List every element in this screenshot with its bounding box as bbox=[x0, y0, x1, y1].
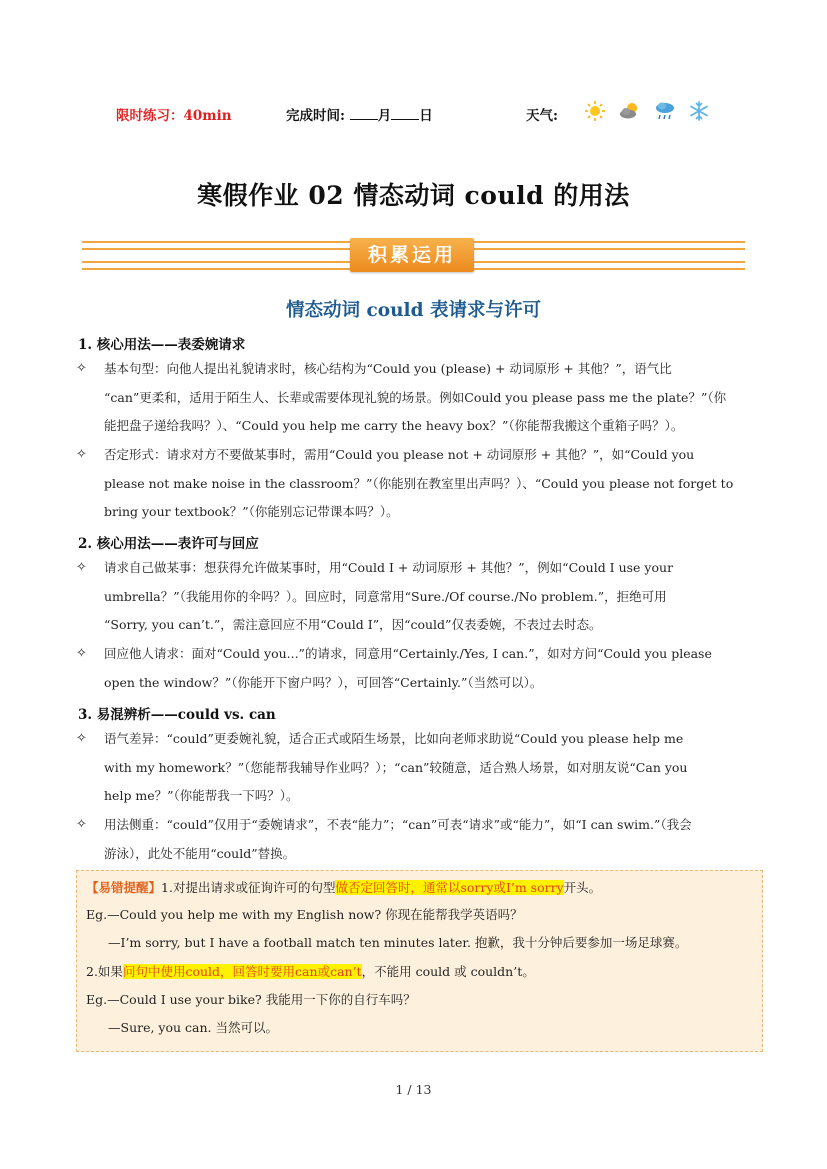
finish-time: 完成时间: 月 日 bbox=[286, 108, 433, 124]
tip-line: Eg.—Could you help me with my English now? 你现在能帮我学英语吗？ bbox=[86, 907, 523, 922]
list-item: ✧ 语气差异：“could”更委婉礼貌，适合正式或陌生场景，比如向老师求助说“Could you please help me with my homework？”（您能帮我辅导作业吗？）；“can”较随意，适合熟人场景，如对朋友说“Can you help me？”（你能帮我一下吗？）。 bbox=[76, 725, 756, 811]
diamond-bullet-icon: ✧ bbox=[76, 731, 87, 746]
tip-line: Eg.—Could I use your bike? 我能用一下你的自行车吗？ bbox=[86, 992, 416, 1007]
page-number: 1 / 13 bbox=[395, 1082, 432, 1097]
snowflake-icon[interactable] bbox=[688, 100, 710, 122]
diamond-bullet-icon: ✧ bbox=[76, 560, 87, 575]
rain-icon[interactable] bbox=[654, 100, 676, 122]
tip-line: —I’m sorry, but I have a football match ten minutes later. 抱歉，我十分钟后要参加一场足球赛。 bbox=[108, 935, 688, 950]
sunny-icon[interactable] bbox=[584, 100, 606, 122]
section-heading: 1. 核心用法——表委婉请求 bbox=[78, 337, 246, 353]
section-subtitle: 情态动词 could 表请求与许可 bbox=[286, 300, 541, 321]
list-item: ✧ 回应他人请求：面对“Could you...”的请求，同意用“Certainly./Yes, I can.”，如对方问“Could you please open the window？”（你能开下窗户吗？），可回答“Certainly.”（当然可以）。 bbox=[76, 640, 756, 698]
tip-line: 2.如果问句中使用could，回答时要用can或can’t，不能用 could 或 couldn’t。 bbox=[86, 964, 535, 979]
diamond-bullet-icon: ✧ bbox=[76, 646, 87, 661]
weather-icons bbox=[584, 100, 714, 124]
partly-cloudy-icon[interactable] bbox=[618, 100, 640, 122]
tip-line: —Sure, you can. 当然可以。 bbox=[108, 1020, 278, 1035]
diamond-bullet-icon: ✧ bbox=[76, 817, 87, 832]
weather-label: 天气: bbox=[526, 108, 558, 124]
tip-tag: 【易错提醒】 bbox=[86, 880, 162, 895]
list-item: ✧ 请求自己做某事：想获得允许做某事时，用“Could I + 动词原形 + 其他？”，例如“Could I use your umbrella？”（我能用你的伞吗？）。回应时，同意常用“Sure./Of course./No problem.”，拒绝可用 “Sorry, you can’t.”，需注意回应不用“Could I”，因“could”仅表委婉，不表过去时态。 bbox=[76, 554, 756, 640]
page-title: 寒假作业 02 情态动词 could 的用法 bbox=[197, 181, 630, 210]
diamond-bullet-icon: ✧ bbox=[76, 361, 87, 376]
header-bar bbox=[0, 104, 827, 124]
section-heading: 2. 核心用法——表许可与回应 bbox=[78, 536, 259, 552]
day-label: 日 bbox=[419, 108, 433, 124]
time-limit: 限时练习：40min bbox=[116, 108, 232, 124]
diamond-bullet-icon: ✧ bbox=[76, 447, 87, 462]
list-item: ✧ 用法侧重：“could”仅用于“委婉请求”，不表“能力”；“can”可表“请求”或“能力”，如“I can swim.”（我会 游泳），此处不能用“could”替换。 bbox=[76, 811, 756, 869]
list-item: ✧ 基本句型：向他人提出礼貌请求时，核心结构为“Could you (please) + 动词原形 + 其他？”，语气比 “can”更柔和，适用于陌生人、长辈或需要体现礼貌的场景。例如Could you please pass me the plate？”（你 能把盘子递给我吗？）、“Could you help me carry the heavy box？”（你能帮我搬这个重箱子吗？）。 bbox=[76, 355, 756, 441]
month-label: 月 bbox=[377, 108, 392, 124]
list-item: ✧ 否定形式：请求对方不要做某事时，需用“Could you please not + 动词原形 + 其他？”，如“Could you please not make noise in the classroom？”（你能别在教室里出声吗？）、“Could you please not forget to bring your textbook？”（你能别忘记带课本吗？）。 bbox=[76, 441, 756, 527]
mistake-reminder-box bbox=[76, 870, 763, 1052]
tip-line: 【易错提醒】1.对提出请求或征询许可的句型做否定回答时，通常以sorry或I’m sorry开头。 bbox=[86, 880, 602, 895]
section-banner bbox=[82, 238, 745, 272]
section-heading: 3. 易混辨析——could vs. can bbox=[78, 707, 276, 723]
banner-label: 积累运用 bbox=[350, 238, 474, 272]
